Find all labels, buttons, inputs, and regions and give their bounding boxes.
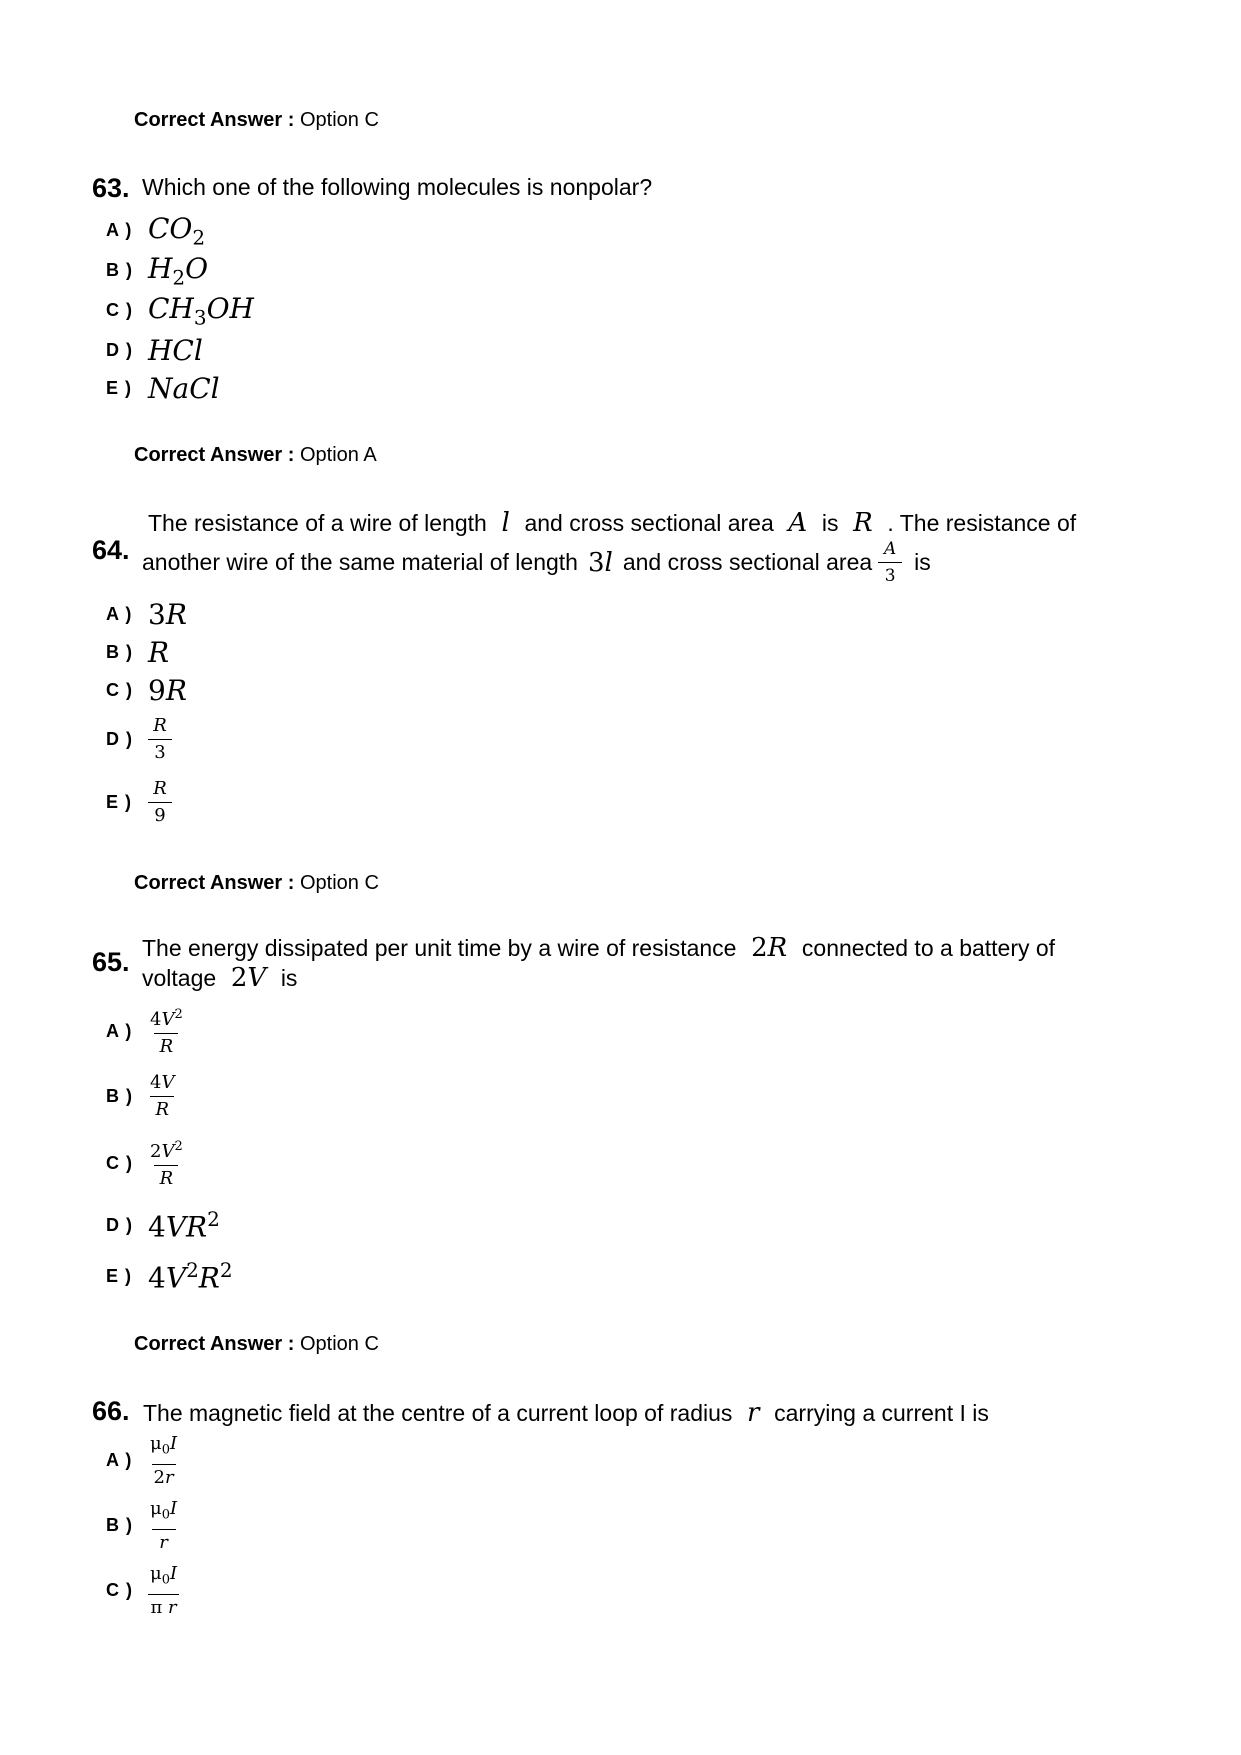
question-text-63: Which one of the following molecules is nonpolar? <box>142 174 653 200</box>
formula-4vr2: $4VR^2$ <box>148 1207 220 1244</box>
option-label: A ) <box>106 604 133 624</box>
text-run: The energy dissipated per unit time by a wire of resistance <box>142 935 737 961</box>
option-64-a <box>106 598 187 631</box>
answer-value: Option A <box>299 444 377 466</box>
option-label: D ) <box>106 340 133 360</box>
option-label: D ) <box>106 729 133 749</box>
option-63-d <box>106 334 203 367</box>
math-a-over-3: $\frac{A}{3}$ <box>878 538 902 587</box>
option-label: A ) <box>106 220 133 241</box>
answer-value: Option C <box>299 872 379 894</box>
text-run: The magnetic field at the centre of a current loop of radius <box>143 1400 733 1426</box>
option-64-c <box>106 674 187 707</box>
answer-line-64 <box>134 872 379 895</box>
question-text-65-line2 <box>142 963 297 993</box>
option-64-b <box>106 636 169 669</box>
option-66-a <box>106 1433 179 1489</box>
option-65-a <box>106 1004 185 1058</box>
text-run: is <box>914 549 931 575</box>
formula-r-over-9: $\frac{R}{9}$ <box>148 778 172 827</box>
option-label: B ) <box>106 1515 133 1536</box>
math-l: l <box>493 508 519 538</box>
text-run: The resistance of a wire of length <box>148 510 487 536</box>
formula-nacl: NaCl <box>148 372 220 405</box>
question-text-66 <box>143 1398 989 1428</box>
option-65-d <box>106 1207 220 1243</box>
text-run: and cross sectional area <box>524 510 774 536</box>
formula-mu0i-over-r: $\frac{\mu_0I}{r}$ <box>150 1498 178 1553</box>
formula-mu0i-over-pi-r: $\frac{\mu_0I}{\text{π r}}$ <box>150 1563 178 1618</box>
option-label: C ) <box>106 300 133 321</box>
math-3l: 3l <box>587 547 613 578</box>
formula-r: R <box>148 636 170 669</box>
formula-mu0i-over-2r: $\frac{\mu_0I}{2r}$ <box>150 1433 178 1488</box>
answer-label: Correct Answer : <box>134 109 295 131</box>
option-label: A ) <box>106 1020 133 1041</box>
option-65-c <box>106 1136 185 1190</box>
option-65-e <box>106 1258 233 1294</box>
math-radius-r: r <box>738 1398 768 1428</box>
formula-hcl: HCl <box>148 334 203 367</box>
option-label: B ) <box>106 642 133 662</box>
option-label: E ) <box>106 378 133 398</box>
answer-line-63 <box>134 444 377 467</box>
option-label: A ) <box>106 1450 133 1471</box>
option-64-e <box>106 778 172 827</box>
answer-value: Option C <box>299 1333 379 1355</box>
question-text-64-line2 <box>142 538 931 587</box>
text-run: another wire of the same material of length <box>142 549 578 575</box>
option-66-b <box>106 1498 179 1554</box>
text-run: carrying a current I is <box>774 1400 989 1426</box>
option-label: E ) <box>106 792 133 812</box>
formula-3r: 3R <box>148 598 187 631</box>
answer-value: Option C <box>299 109 379 131</box>
option-64-d <box>106 715 172 764</box>
answer-label: Correct Answer : <box>134 444 295 466</box>
question-text-64-line1 <box>148 508 1076 538</box>
option-label: D ) <box>106 1214 133 1235</box>
text-run: is <box>280 965 298 991</box>
formula-co2: $CO_2$ <box>148 212 206 250</box>
question-text-65-line1 <box>142 933 1055 963</box>
question-number-64: 64. <box>92 535 130 565</box>
formula-r-over-3: $\frac{R}{3}$ <box>148 715 172 764</box>
answer-label: Correct Answer : <box>134 872 295 894</box>
option-label: C ) <box>106 680 133 700</box>
answer-line-62 <box>134 109 379 132</box>
question-number-65: 65. <box>92 947 130 977</box>
math-r: R <box>844 508 881 538</box>
formula-4v2r2: $4V^2R^2$ <box>148 1258 233 1295</box>
option-65-b <box>106 1072 176 1121</box>
option-label: E ) <box>106 1265 133 1286</box>
option-label: B ) <box>106 1086 133 1106</box>
formula-h2o: $H_2O$ <box>148 252 209 290</box>
option-label: B ) <box>106 260 133 281</box>
formula-4v-over-r: $\frac{4V}{R}$ <box>150 1072 175 1120</box>
text-run: connected to a battery of <box>801 935 1056 961</box>
option-63-a <box>106 212 205 250</box>
text-run: . The resistance of <box>887 510 1077 536</box>
option-label: C ) <box>106 1580 133 1601</box>
answer-line-65 <box>134 1333 379 1356</box>
option-label: C ) <box>106 1152 133 1173</box>
question-number-63: 63. <box>92 173 130 203</box>
formula-2v2-over-r: $\frac{2V^2}{R}$ <box>150 1139 183 1189</box>
math-2r: 2R <box>751 933 796 963</box>
option-66-c <box>106 1563 179 1619</box>
option-63-e <box>106 372 220 405</box>
formula-4v2-over-r: $\frac{4V^2}{R}$ <box>150 1007 183 1057</box>
answer-label: Correct Answer : <box>134 1333 295 1355</box>
formula-9r: 9R <box>148 674 187 707</box>
text-run: and cross sectional area <box>622 549 873 575</box>
math-2v: 2V <box>230 963 275 993</box>
option-63-b <box>106 252 208 290</box>
formula-ch3oh: $CH_3OH$ <box>148 292 254 330</box>
text-run: voltage <box>142 965 217 991</box>
math-a: A <box>780 508 816 538</box>
option-63-c <box>106 292 254 330</box>
question-number-66: 66. <box>92 1396 130 1426</box>
text-run: is <box>821 510 839 536</box>
